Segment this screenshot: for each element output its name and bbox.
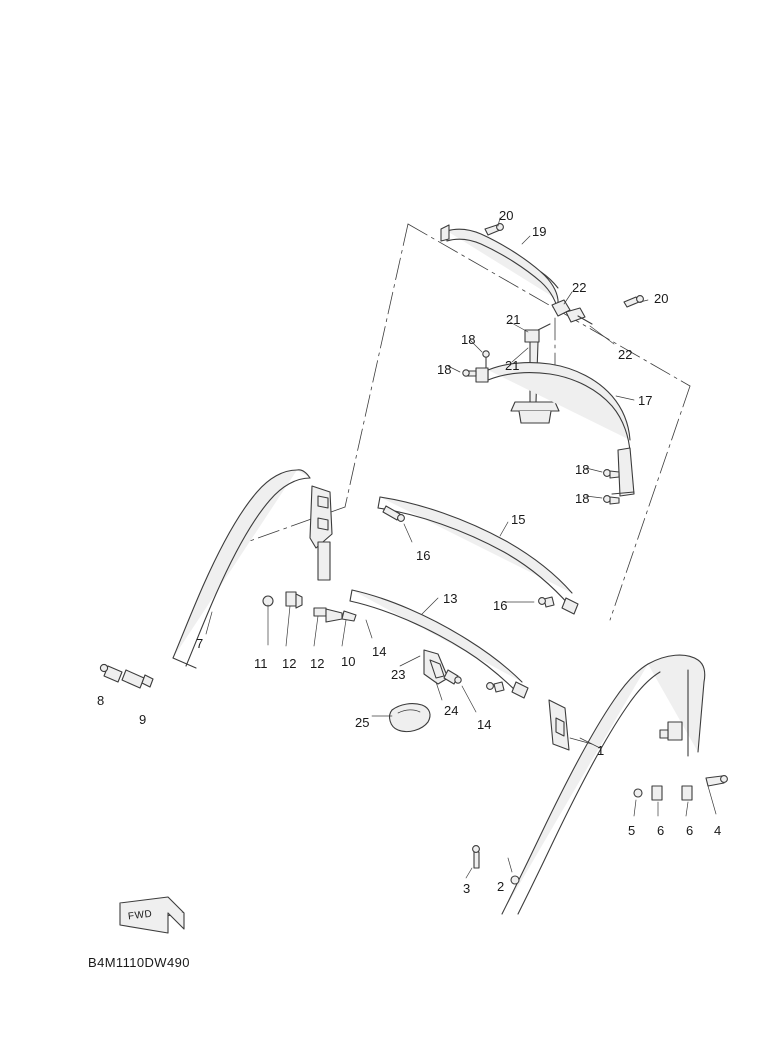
part-18c-bolt [604,470,619,478]
part-1-main-hoop [502,655,705,914]
callout-4: 4 [714,823,722,838]
callout-18a: 18 [437,362,452,377]
callout-17: 17 [638,393,653,408]
part-15-upper-side-rail [378,497,578,614]
part-20b-bolt [624,296,643,307]
part-25-pad [372,704,430,732]
callout-20b: 20 [654,291,669,306]
callout-19: 19 [532,224,547,239]
callout-13: 13 [443,591,458,606]
callout-18d: 18 [575,491,590,506]
callout-24: 24 [444,703,459,718]
callout-21a: 21 [506,312,521,327]
part-2-3-bolts [466,846,519,884]
callout-16a: 16 [416,548,431,563]
callout-18b: 18 [461,332,476,347]
callout-11: 11 [254,656,268,671]
callout-6b: 6 [686,823,694,838]
callout-12b: 12 [310,656,325,671]
part-20a-bolt [485,224,503,235]
callout-14a: 14 [372,644,387,659]
callout-7: 7 [196,636,204,651]
part-18d-bolt [604,496,619,504]
callout-16b: 16 [493,598,508,613]
callout-8: 8 [97,693,105,708]
callout-21b: 21 [505,358,520,373]
callout-6a: 6 [657,823,665,838]
callout-23: 23 [391,667,406,682]
callout-10: 10 [341,654,356,669]
part-22-bracket [552,300,592,324]
callout-12a: 12 [282,656,297,671]
callout-3: 3 [463,881,471,896]
left-pillar-mount-plate [310,486,332,580]
callout-22a: 22 [572,280,587,295]
callout-1: 1 [597,743,605,758]
callout-20a: 20 [499,208,514,223]
callout-22b: 22 [618,347,633,362]
fwd-direction-label: FWD [127,908,153,923]
callout-14b: 14 [477,717,492,732]
callout-25: 25 [355,715,370,730]
callout-2: 2 [497,879,505,894]
callout-15: 15 [511,512,526,527]
callout-9: 9 [139,712,147,727]
part-7-left-front-pillar [100,470,310,688]
part-number-label: B4M1110DW490 [88,955,190,970]
callout-5: 5 [628,823,636,838]
callout-18c: 18 [575,462,590,477]
part-11-12-bracket-cluster [263,592,372,646]
part-23-24-bracket [400,650,476,712]
lower-fastener-group [634,776,727,816]
